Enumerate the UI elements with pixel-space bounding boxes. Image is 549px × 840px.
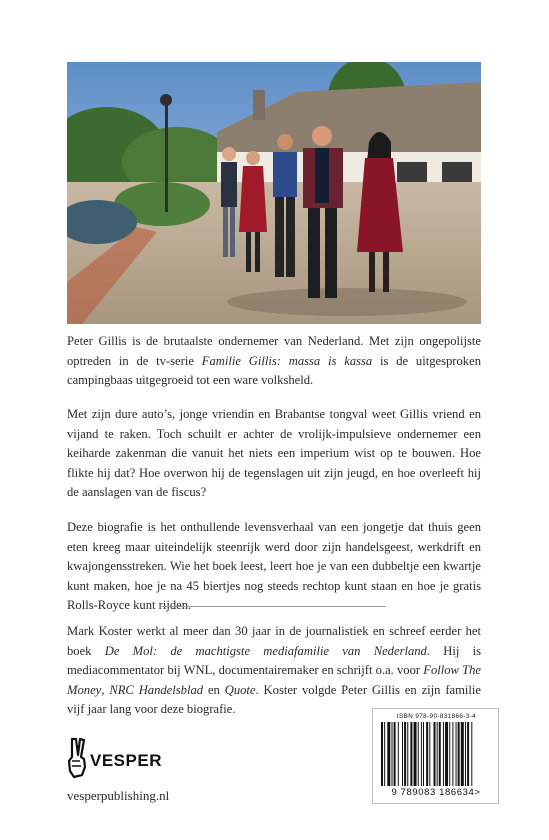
italic-title: Follow The Money: [67, 663, 481, 697]
barcode-bars: [381, 722, 491, 786]
author-bio-text: [67, 622, 481, 720]
blurb-paragraph-1: [67, 332, 481, 391]
italic-title: De Mol: de machtigste mediafamilie van Nederland: [104, 643, 427, 658]
text-run: Met zijn dure auto’s, jonge vriendin en Brabantse tongval weet Gillis vriend en vijand te raken. Toch schuilt er achter de vrolijk-impulsieve ondernemer een keiharde zakenman die vanuit het niets een imperium wist op te bouwen. Hoe flikte hij dat? Hoe overwon hij de tegenslagen uit zijn jeugd, en hoe overleeft hij de aanslagen van de fiscus?: [67, 407, 481, 500]
section-divider: [162, 606, 386, 607]
text-run: . Koster volgde Peter Gillis en zijn familie vijf jaar lang voor deze biografie.: [67, 682, 482, 717]
blurb-paragraph-2: [67, 405, 481, 503]
isbn-label: ISBN 978-90-831866-3-4: [396, 713, 477, 720]
family-group-photo: [67, 62, 481, 324]
publisher-logo-text: VESPER: [90, 751, 162, 770]
text-run: ,: [101, 682, 110, 697]
text-run: en: [203, 682, 225, 697]
blurb-paragraph-3: [67, 518, 481, 616]
ean-barcode: [372, 708, 499, 804]
italic-title: Quote: [224, 682, 256, 697]
ean-digits: 9 789083 186634>: [391, 787, 481, 798]
blurb-paragraph-3-text: [67, 518, 481, 616]
peace-hand-icon: [66, 737, 92, 781]
publisher-url: vesperpublishing.nl: [67, 788, 170, 803]
text-run: Peter Gillis is de brutaalste ondernemer van Nederland. Met zijn ongepolijste optreden in de tv-serie: [67, 334, 481, 368]
italic-title: NRC Handelsblad: [109, 682, 204, 697]
text-run: Mark Koster werkt al meer dan 30 jaar in de journalistiek en schreef eerder het boek: [67, 624, 481, 658]
blurb-paragraph-2-text: [67, 405, 481, 503]
text-run: is de uitgesproken campingbaas uitgegroeid tot een ware volksheld.: [67, 353, 481, 388]
publisher-logo: [66, 737, 176, 785]
blurb-paragraph-1-text: [67, 332, 481, 391]
text-run: . Hij is mediacommentator bij WNL, documentairemaker en schrijft o.a. voor: [67, 643, 481, 678]
text-run: Deze biografie is het onthullende levensverhaal van een jongetje dat thuis geen eten kreeg maar uiteindelijk steenrijk werd door zijn handelsgeest, werkdrift en kwajongensstreken. Wie het boek leest, leert hoe je van een dubbeltje een kwartje kunt maken, hoe je na 45 biertjes nog steeds rechtop kunt staan en hoe je gratis Rolls-Royce kunt rijden.: [67, 520, 481, 613]
italic-title: Familie Gillis: massa is kassa: [201, 353, 373, 368]
author-bio: [67, 622, 481, 720]
